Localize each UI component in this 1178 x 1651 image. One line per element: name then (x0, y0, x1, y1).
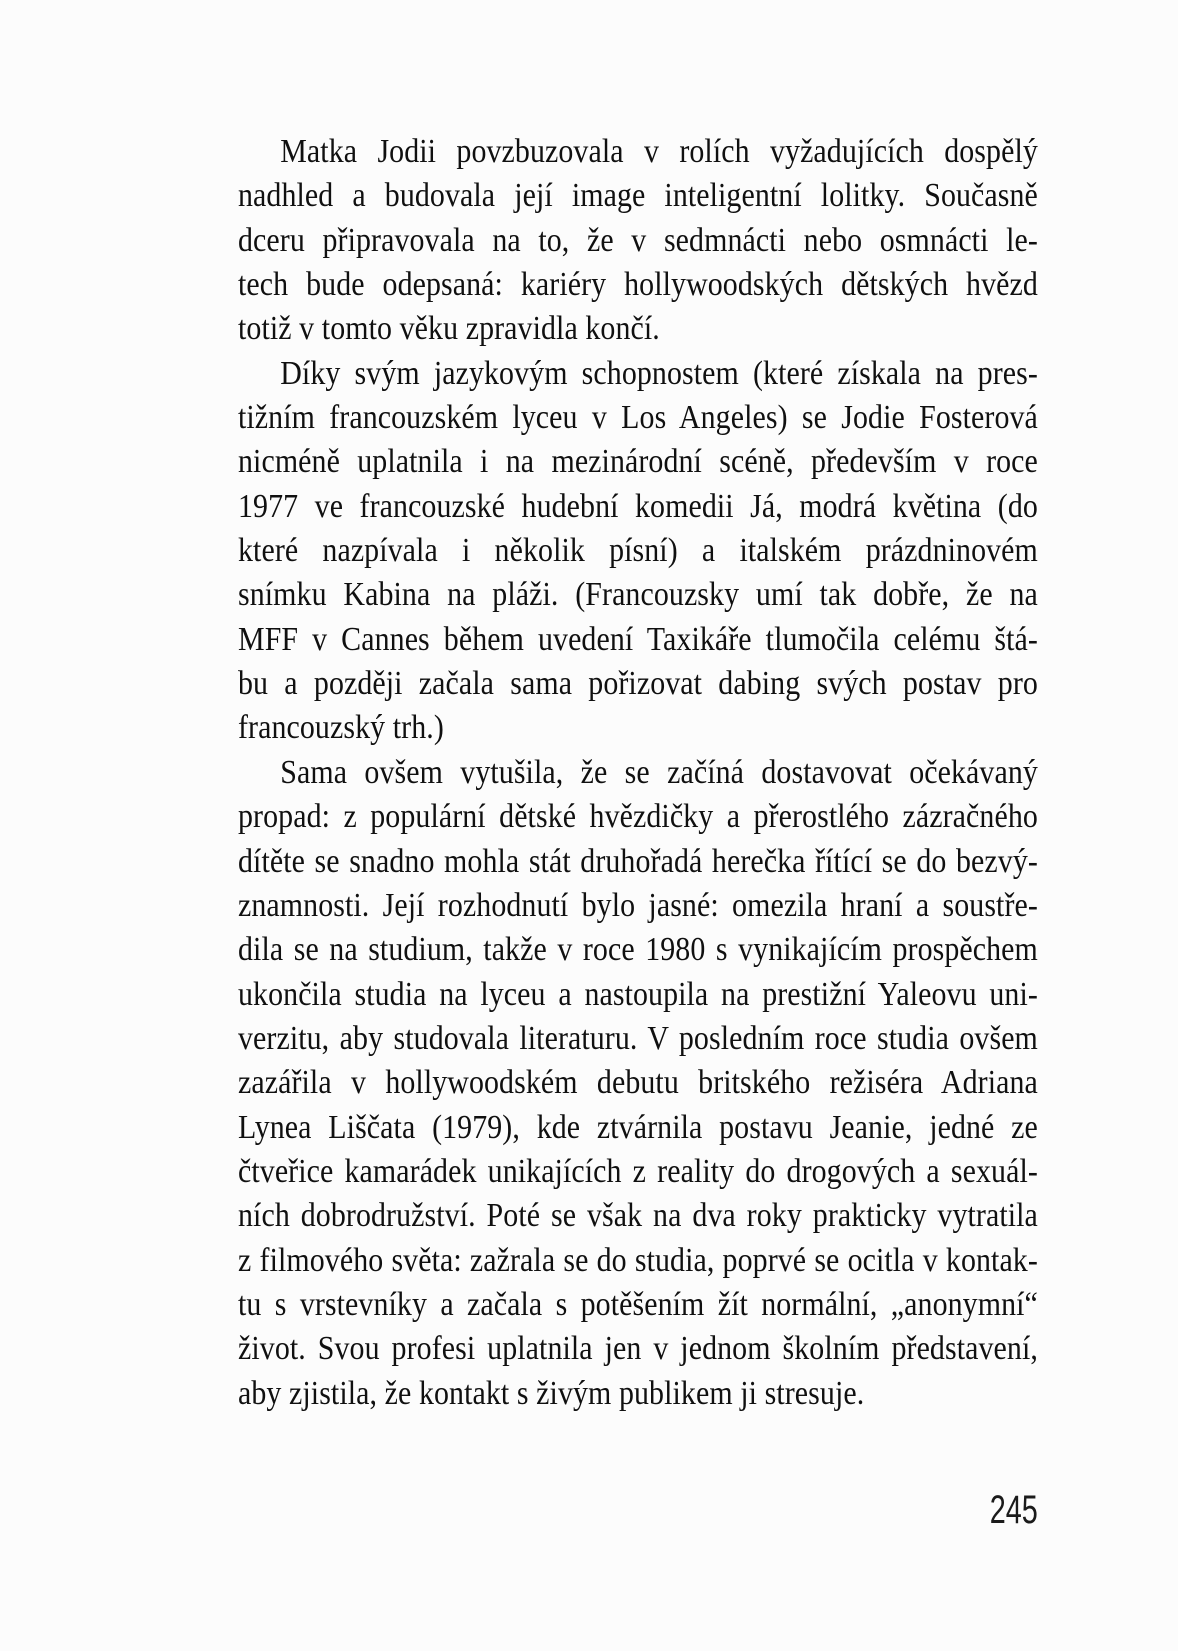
text-line: tech bude odepsaná: kariéry hollywoodských dětských hvězd (238, 266, 1038, 304)
text-line: čtveřice kamarádek unikajících z reality do drogových a sexuál- (238, 1152, 1038, 1190)
text-line: dítěte se snadno mohla stát druhořadá herečka řítící se do bezvý- (238, 842, 1038, 880)
paragraph-1 (238, 130, 1038, 352)
text-line: bu a později začala sama pořizovat dabing svých postav pro (238, 665, 1038, 703)
text-line: ukončila studia na lyceu a nastoupila na prestižní Yaleovu uni- (238, 975, 1038, 1013)
page-number (238, 1490, 1038, 1530)
text-line: francouzský trh.) (238, 709, 444, 747)
text-line: nadhled a budovala její image inteligentní lolitky. Současně (238, 177, 1038, 215)
text-line: MFF v Cannes během uvedení Taxikáře tlumočila celému štá- (238, 620, 1038, 658)
text-line: verzitu, aby studovala literaturu. V posledním roce studia ovšem (238, 1019, 1038, 1057)
text-line: Matka Jodii povzbuzovala v rolích vyžadujících dospělý (280, 133, 1038, 170)
paragraph-2 (238, 352, 1038, 751)
text-line: nicméně uplatnila i na mezinárodní scéně, především v roce (238, 443, 1038, 481)
text-line: tu s vrstevníky a začala s potěšením žít normální, „anonymní“ (238, 1285, 1038, 1323)
text-line: dila se na studium, takže v roce 1980 s vynikajícím prospěchem (238, 931, 1038, 969)
text-line: zazářila v hollywoodském debutu britského režiséra Adriana (238, 1064, 1038, 1102)
text-line: z filmového světa: zažrala se do studia, poprvé se ocitla v kontak- (238, 1241, 1038, 1279)
text-line: tižním francouzském lyceu v Los Angeles) se Jodie Fosterová (238, 399, 1038, 437)
text-line: totiž v tomto věku zpravidla končí. (238, 310, 660, 348)
text-line: Lynea Liščata (1979), kde ztvárnila postavu Jeanie, jedné ze (238, 1108, 1038, 1146)
text-line: život. Svou profesi uplatnila jen v jednom školním představení, (238, 1330, 1038, 1368)
text-line: které nazpívala i několik písní) a italském prázdninovém (238, 532, 1038, 570)
page-number-value: 245 (989, 1488, 1038, 1532)
text-line: aby zjistila, že kontakt s živým publikem ji stresuje. (238, 1374, 865, 1412)
text-line: propad: z populární dětské hvězdičky a přerostlého zázračného (238, 798, 1038, 836)
text-line: Díky svým jazykovým schopnostem (které získala na pres- (280, 354, 1038, 392)
text-line: Sama ovšem vytušila, že se začíná dostavovat očekávaný (280, 753, 1038, 791)
text-line: znamnosti. Její rozhodnutí bylo jasné: omezila hraní a soustře- (238, 886, 1038, 924)
text-line: ních dobrodružství. Poté se však na dva roky prakticky vytratila (238, 1197, 1038, 1235)
text-line: snímku Kabina na pláži. (Francouzsky umí tak dobře, že na (238, 576, 1038, 614)
paragraph-3 (238, 751, 1038, 1416)
body-text (238, 130, 1038, 1416)
text-line: 1977 ve francouzské hudební komedii Já, modrá květina (do (238, 487, 1038, 525)
text-line: dceru připravovala na to, že v sedmnácti nebo osmnácti le- (238, 221, 1038, 259)
